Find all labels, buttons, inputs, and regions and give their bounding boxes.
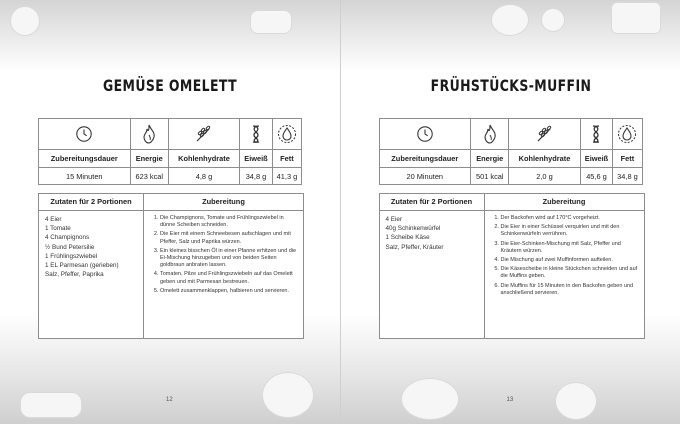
carbs-header: Kohlenhydrate bbox=[509, 150, 580, 168]
clock-icon bbox=[75, 125, 93, 143]
recipe-box bbox=[379, 193, 645, 339]
energy-cell bbox=[130, 119, 168, 150]
steps-list bbox=[144, 211, 303, 295]
fat-cell bbox=[272, 119, 301, 150]
right-page bbox=[341, 0, 680, 424]
clock-cell bbox=[39, 119, 131, 150]
ingredient-item: 4 Eier bbox=[385, 216, 402, 223]
protein-icon bbox=[588, 124, 604, 144]
wheat-icon bbox=[194, 124, 214, 144]
decor-cloth bbox=[611, 2, 661, 34]
energy-value: 501 kcal bbox=[471, 168, 509, 185]
decor-bowl bbox=[491, 4, 529, 36]
decor-bowl bbox=[262, 372, 314, 418]
protein-icon bbox=[248, 124, 264, 144]
ingredient-item: 1 Frühlingszwiebel bbox=[45, 252, 98, 260]
steps-list bbox=[485, 211, 644, 297]
decor-jar bbox=[555, 382, 597, 420]
preparation-column bbox=[144, 194, 303, 338]
page-number: 13 bbox=[506, 397, 514, 403]
ingredient-item: 4 Champignons bbox=[45, 234, 90, 242]
ingredient-item: Salz, Pfeffer, Kräuter bbox=[385, 243, 444, 251]
carbs-cell bbox=[168, 119, 239, 150]
carbs-cell bbox=[509, 119, 580, 150]
oil-drop-icon bbox=[277, 124, 297, 144]
energy-value: 623 kcal bbox=[130, 168, 168, 185]
step-item: 3. Ein kleines bisschen Öl in einer Pfanne erhitzen und die Ei-Mischung hinzugeben und von beiden Seiten goldbraun anbraten lassen. bbox=[160, 248, 299, 270]
protein-header: Eiweiß bbox=[580, 150, 613, 168]
ingredients-column bbox=[39, 194, 144, 338]
ingredient-item: 1 Scheibe Käse bbox=[385, 234, 430, 242]
fat-header: Fett bbox=[272, 150, 301, 168]
step-item: 1. Der Backofen wird auf 170°C vorgeheizt. bbox=[501, 215, 640, 222]
protein-cell bbox=[240, 119, 273, 150]
ingredient-item: ½ Bund Petersilie bbox=[45, 243, 95, 251]
ingredient-item: Salz, Pfeffer, Paprika bbox=[45, 271, 104, 279]
carbs-value: 4,8 g bbox=[168, 168, 239, 185]
fat-header: Fett bbox=[613, 150, 642, 168]
preparation-header: Zubereitung bbox=[485, 194, 644, 211]
ingredient-item: 1 EL Parmesan (gerieben) bbox=[45, 262, 119, 270]
decor-board bbox=[250, 10, 292, 34]
wheat-icon bbox=[535, 124, 555, 144]
step-item: 1. Die Champignons, Tomate und Frühlingszwiebel in dünne Scheiben schneiden. bbox=[160, 215, 299, 229]
duration-value: 15 Minuten bbox=[39, 168, 131, 185]
flame-icon bbox=[482, 124, 498, 144]
ingredients-list bbox=[380, 211, 484, 252]
ingredients-header: Zutaten für 2 Portionen bbox=[39, 194, 143, 211]
step-item: 5. Die Käsescheibe in kleine Stückchen schneiden und auf die Muffins geben. bbox=[501, 266, 640, 280]
ingredients-list bbox=[39, 211, 143, 279]
oil-drop-icon bbox=[617, 124, 637, 144]
step-item: 3. Die Eier-Schinken-Mischung mit Salz, Pfeffer und Kräutern würzen. bbox=[501, 241, 640, 255]
page-number: 12 bbox=[166, 397, 173, 403]
fat-cell bbox=[613, 119, 642, 150]
carbs-value: 2,0 g bbox=[509, 168, 580, 185]
decor-egg bbox=[10, 6, 40, 36]
step-item: 6. Die Muffins für 15 Minuten in den Backofen geben und anschließend servieren. bbox=[501, 283, 640, 297]
ingredient-item: 40g Schinkenwürfel bbox=[385, 225, 441, 233]
recipe-title: GEMÜSE OMELETT bbox=[103, 76, 237, 95]
duration-header: Zubereitungsdauer bbox=[39, 150, 131, 168]
decor-bowl bbox=[401, 378, 459, 420]
ingredient-item: 1 Tomate bbox=[45, 225, 71, 233]
nutrition-table bbox=[379, 118, 643, 185]
clock-icon bbox=[416, 125, 434, 143]
duration-header: Zubereitungsdauer bbox=[379, 150, 471, 168]
step-item: 2. Die Eier mit einem Schneebesen aufschlagen und mit Pfeffer, Salz und Paprika würzen. bbox=[160, 231, 299, 245]
nutrition-table bbox=[38, 118, 302, 185]
recipe-title: FRÜHSTÜCKS-MUFFIN bbox=[430, 76, 591, 95]
step-item: 2. Die Eier in einer Schüssel verquirlen und mit den Schinkenwürfeln verrühren. bbox=[501, 224, 640, 238]
flame-icon bbox=[141, 124, 157, 144]
carbs-header: Kohlenhydrate bbox=[168, 150, 239, 168]
duration-value: 20 Minuten bbox=[379, 168, 471, 185]
step-item: 4. Tomaten, Pilze und Frühlingszwiebeln auf das Omelett geben und mit Parmesan bestreuen. bbox=[160, 271, 299, 285]
energy-cell bbox=[471, 119, 509, 150]
preparation-column bbox=[485, 194, 644, 338]
energy-header: Energie bbox=[130, 150, 168, 168]
ingredients-column bbox=[380, 194, 485, 338]
clock-cell bbox=[379, 119, 471, 150]
preparation-header: Zubereitung bbox=[144, 194, 303, 211]
decor-egg bbox=[541, 8, 565, 32]
ingredients-header: Zutaten für 2 Portionen bbox=[380, 194, 484, 211]
fat-value: 41,3 g bbox=[272, 168, 301, 185]
step-item: 5. Omelett zusammenklappen, halbieren und servieren. bbox=[160, 288, 299, 295]
protein-cell bbox=[580, 119, 613, 150]
ingredient-item: 4 Eier bbox=[45, 216, 62, 223]
protein-value: 45,6 g bbox=[580, 168, 613, 185]
recipe-box bbox=[38, 193, 304, 339]
protein-header: Eiweiß bbox=[240, 150, 273, 168]
energy-header: Energie bbox=[471, 150, 509, 168]
step-item: 4. Die Mischung auf zwei Muffinformen aufteilen. bbox=[501, 257, 640, 264]
decor-bread bbox=[20, 392, 82, 418]
protein-value: 34,8 g bbox=[240, 168, 273, 185]
fat-value: 34,8 g bbox=[613, 168, 642, 185]
